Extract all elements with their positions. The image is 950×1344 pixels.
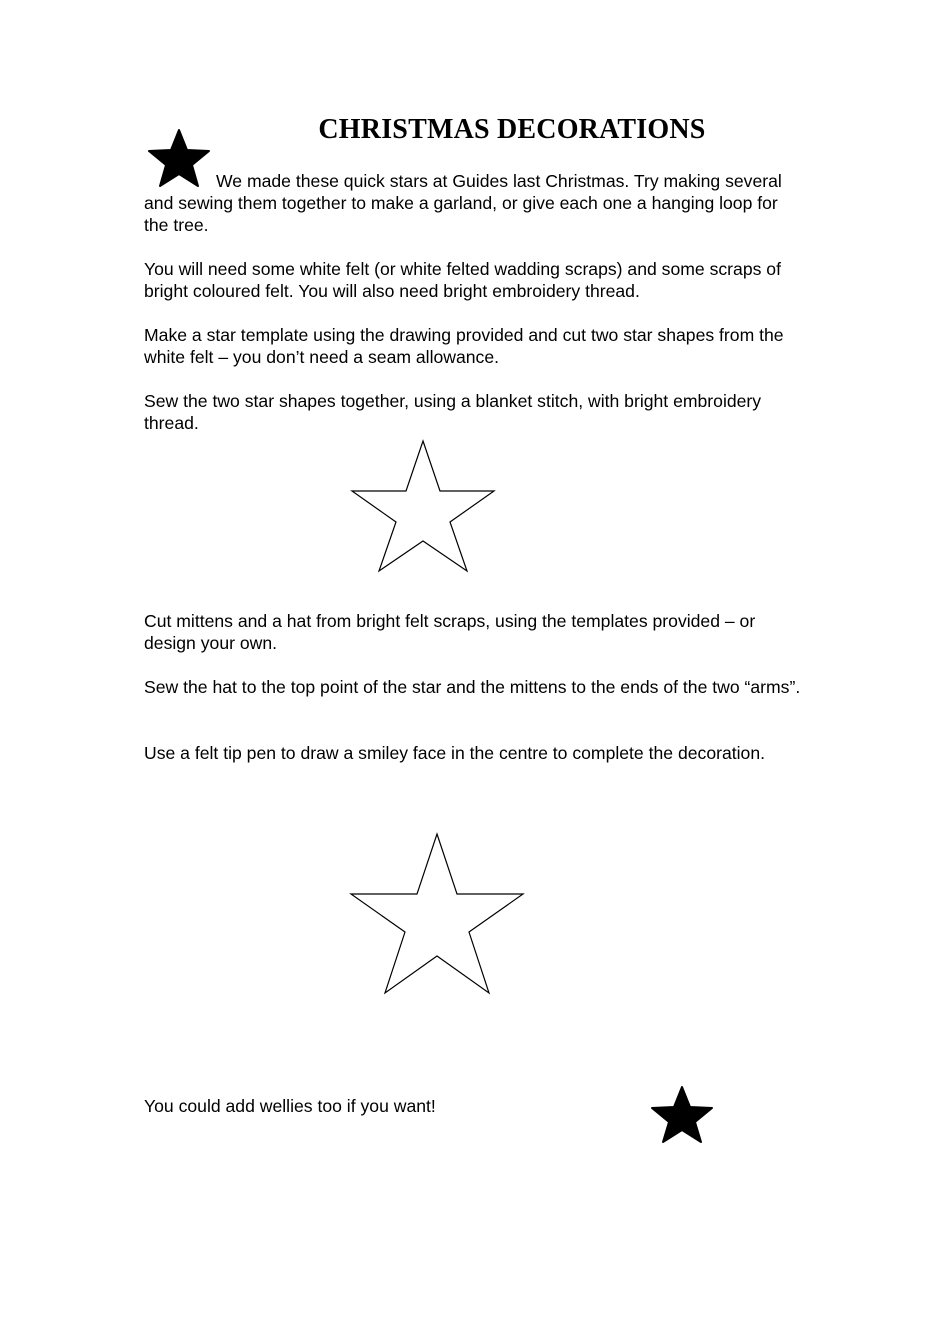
wellies-paragraph: You could add wellies too if you want! xyxy=(144,1096,436,1116)
star-template-outline-1 xyxy=(349,438,499,574)
page-title: CHRISTMAS DECORATIONS xyxy=(318,114,706,145)
sewing-paragraph: Sew the two star shapes together, using a blanket stitch, with bright embroidery thread. xyxy=(144,391,762,433)
intro-paragraph: We made these quick stars at Guides last Christmas. Try making several and sewing them together to make a garland, or give each one a hanging loop for the tree. xyxy=(144,171,782,235)
materials-paragraph: You will need some white felt (or white felted wadding scraps) and some scraps of bright coloured felt. You will also need bright embroidery thread. xyxy=(144,259,781,301)
smiley-paragraph: Use a felt tip pen to draw a smiley face in the centre to complete the decoration. xyxy=(144,743,766,763)
filled-star-icon xyxy=(650,1085,714,1145)
star-template-outline-2 xyxy=(349,832,527,996)
mittens-paragraph: Cut mittens and a hat from bright felt scraps, using the templates provided – or design your own. xyxy=(144,611,756,653)
template-paragraph: Make a star template using the drawing provided and cut two star shapes from the white felt – you don’t need a seam allowance. xyxy=(144,325,784,367)
hat-paragraph: Sew the hat to the top point of the star and the mittens to the ends of the two “arms”. xyxy=(144,677,801,697)
